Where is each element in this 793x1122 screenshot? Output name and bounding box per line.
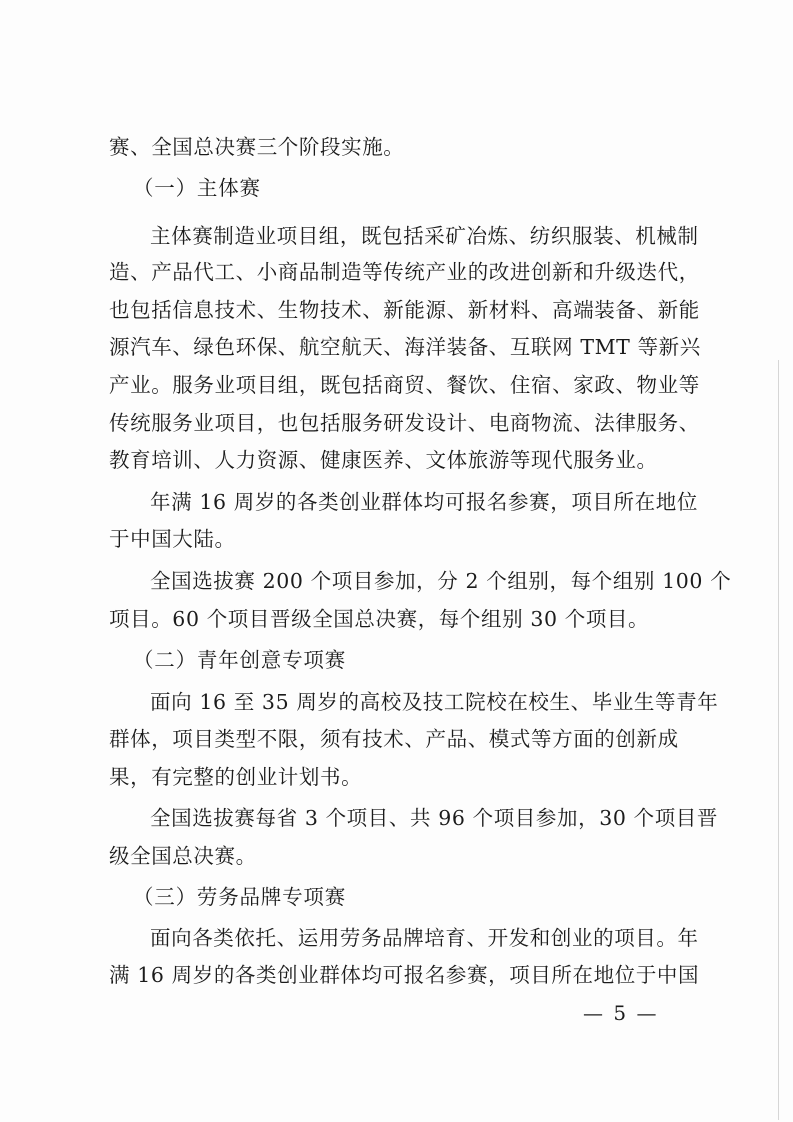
text-line-12: 项目。60 个项目晋级全国总决赛，每个组别 30 个项目。 bbox=[109, 607, 650, 631]
text-line-7: 传统服务业项目，也包括服务研发设计、电商物流、法律服务、 bbox=[109, 411, 700, 435]
text-line-8: 教育培训、人力资源、健康医养、文体旅游等现代服务业。 bbox=[109, 448, 658, 472]
text-line-19: 满 16 周岁的各类创业群体均可报名参赛，项目所在地位于中国 bbox=[109, 963, 700, 987]
section-heading-main-competition: （一）主体赛 bbox=[133, 176, 261, 200]
text-line-17: 级全国总决赛。 bbox=[109, 844, 257, 868]
page-number: — 5 — bbox=[583, 1001, 659, 1025]
text-line-10: 于中国大陆。 bbox=[109, 527, 236, 551]
text-line-16: 全国选拔赛每省 3 个项目、共 96 个项目参加，30 个项目晋 bbox=[150, 806, 718, 830]
section-heading-youth-creativity: （二）青年创意专项赛 bbox=[133, 648, 346, 672]
text-line-6: 产业。服务业项目组，既包括商贸、餐饮、住宿、家政、物业等 bbox=[109, 373, 700, 397]
text-line-14: 群体，项目类型不限，须有技术、产品、模式等方面的创新成 bbox=[109, 727, 679, 751]
text-line-13: 面向 16 至 35 周岁的高校及技工院校在校生、毕业生等青年 bbox=[150, 690, 719, 714]
text-line-18: 面向各类依托、运用劳务品牌培育、开发和创业的项目。年 bbox=[150, 926, 699, 950]
scan-edge-line bbox=[778, 360, 779, 1120]
text-line-1: 赛、全国总决赛三个阶段实施。 bbox=[109, 135, 405, 159]
text-line-4: 也包括信息技术、生物技术、新能源、新材料、高端装备、新能 bbox=[109, 298, 700, 322]
text-line-2: 主体赛制造业项目组，既包括采矿冶炼、纺织服装、机械制 bbox=[150, 224, 699, 248]
text-line-5: 源汽车、绿色环保、航空航天、海洋装备、互联网 TMT 等新兴 bbox=[109, 335, 701, 359]
text-line-9: 年满 16 周岁的各类创业群体均可报名参赛，项目所在地位 bbox=[150, 490, 698, 514]
section-heading-labor-brand: （三）劳务品牌专项赛 bbox=[133, 885, 346, 909]
text-line-3: 造、产品代工、小商品制造等传统产业的改进创新和升级迭代， bbox=[109, 260, 700, 284]
text-line-11: 全国选拔赛 200 个项目参加，分 2 个组别，每个组别 100 个 bbox=[150, 569, 732, 593]
text-line-15: 果，有完整的创业计划书。 bbox=[109, 765, 363, 789]
